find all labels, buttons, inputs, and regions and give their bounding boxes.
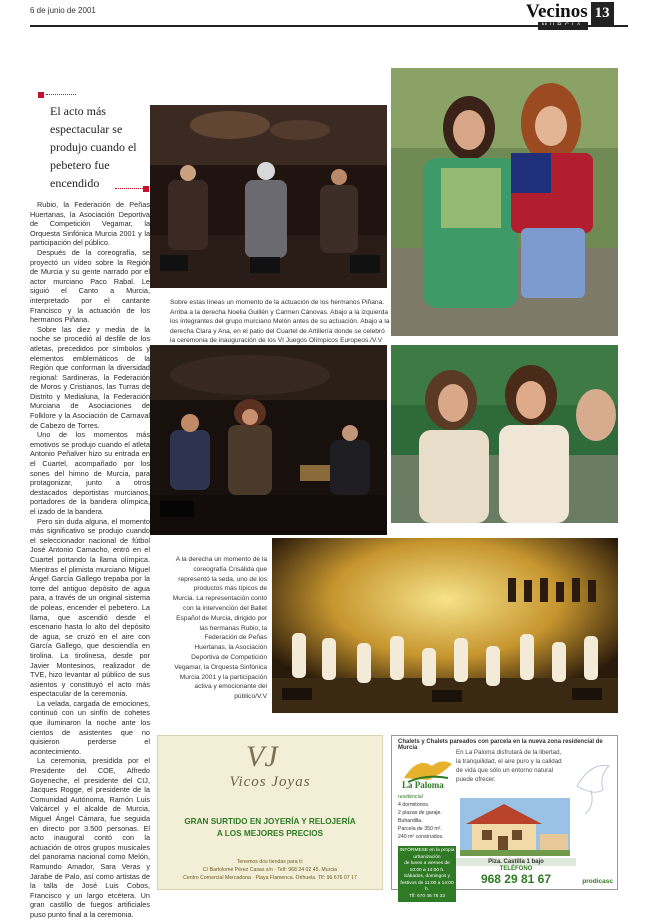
developer-logo: prodicasc xyxy=(582,878,613,885)
photo-melon-group xyxy=(150,345,387,535)
ad-vicos-joyas xyxy=(157,735,383,890)
paloma-feature: Buhardilla. xyxy=(398,818,423,824)
brand-name: Vecinos xyxy=(526,1,588,22)
paloma-info-box xyxy=(398,846,456,902)
ad-la-paloma xyxy=(391,735,618,899)
photo-crisalida-choreography xyxy=(272,538,618,713)
paloma-info-hours: de lunes a viernes de 10:00 a 14:00 h. Sábados, domingos y festivos de 11:00 a 14:00 h. xyxy=(400,861,454,892)
paloma-intro: En La Paloma disfrutará de la libertad, la tranquilidad, el aire puro y la calidad de vida que sólo un entorno natural puede ofrecer. xyxy=(456,749,562,783)
paloma-logo xyxy=(398,752,456,790)
photo-pinana-brothers xyxy=(150,105,387,288)
article-paragraph: Después de la coreografía, se proyectó un vídeo sobre la Región de Murcia y su gente narrado por el actor murciano Paco Rabal. Le siguió el Canto a Murcia, interpretado por el cantante Francisco y la actuación de los hermanos Piñana. xyxy=(30,247,150,325)
vicos-monogram: VJ xyxy=(246,740,278,773)
article-paragraph: Pero sin duda alguna, el momento más significativo se produjo cuando el seleccionador nacional de fútbol José Antonio Camacho, entró en el Cuartel portando la llama olímpica. Mientras el plimista murciano Miguel Ángel García Gallego trepaba por la torre del antiguo depósito de agua para, a través de un original sistema de poleas, encender el pebetero. La llama, que ascendió desde el escenario hasta lo alto del depósito de agua, se cruzó en el aire con García Gallego, que desciendía en tirolina. La tirolinesa, desde por Javier Montesinos, realizador de TVE, hizo levantar al público de sus asientos y constituyó el acto más espectacular de la ceremonia. xyxy=(30,516,150,699)
vicos-slogan-line-2: A LOS MEJORES PRECIOS xyxy=(216,829,324,838)
pull-quote-marker-bottom xyxy=(143,186,149,192)
vicos-slogan xyxy=(158,816,382,840)
paloma-logo-text: La Paloma xyxy=(402,780,444,790)
photo-clara-ana xyxy=(391,345,618,523)
photo-caption-2: A la derecha un momento de la coreografía Crisálida que representó la seda, uno de los productos más típicos de Murcia. La representación contó con la intervención del Ballet Español de Murcia, dirigido por las hermanas Rubio, la Federación de Peñas Huertanas, la Asociación Deportiva de Competición Vegamar, la Orquesta Sinfónica Murcia 2001 y la participación activa y emocionante del público/V.V xyxy=(172,556,267,701)
pull-quote-text: El acto más espectacular se produjo cuando el pebetero fue encendido xyxy=(50,104,137,190)
paloma-phone: 968 29 81 67 xyxy=(480,872,552,886)
paloma-feature: 2 plazas de garaje. xyxy=(398,810,442,816)
paloma-address: Plza. Castilla 1 bajo xyxy=(456,858,576,866)
paloma-phone-label: TELÉFONO xyxy=(499,866,533,872)
pull-quote-rule xyxy=(46,94,76,95)
paloma-contact xyxy=(456,858,576,886)
paloma-feature: 4 dormitorios. xyxy=(398,802,430,808)
paloma-logo-icon xyxy=(398,752,456,790)
page-number: 13 xyxy=(591,2,614,25)
vicos-store-address-1: C/ Bartolomé Pérez Casas s/n · Telf: 968 24 02 45. Murcia xyxy=(203,867,337,873)
photo-caption-1: Sobre estas líneas un momento de la actuación de los hermanos Piñana. Arriba a la derecha Noelia Guillén y Carmen Cánovas. Abajo a la izquierda los integrantes del grupo murciano Melón antes de su actuación. Abajo a la derecha Clara y Ana, en el patio del Cuartel de Artillería donde se celebró la ceremonia de inauguración de los VI Juegos Olímpicos Europeos./V.V xyxy=(170,299,390,344)
vicos-store-intro: Tenemos dos tiendas para ti: xyxy=(236,859,304,865)
paloma-headline: Chalets y Chalets pareados con parcela en la nueva zona residencial de Murcia xyxy=(398,739,603,751)
header-rule xyxy=(30,25,628,27)
article-paragraph: Rubio, la Federación de Peñas Huertanas, la Asociación Deportiva de Competición Vegamar, la Orquesta Sinfónica Murcia 2001 y la participación del público. xyxy=(30,200,150,248)
vicos-slogan-line-1: GRAN SURTIDO EN JOYERÍA Y RELOJERÍA xyxy=(184,817,356,826)
vicos-store-info xyxy=(158,858,382,882)
paloma-house-image xyxy=(460,798,570,856)
pull-quote-rule-bottom xyxy=(115,188,145,189)
article-paragraph: La velada, cargada de emociones, continuó con un sinfín de cohetes que iluminaron la noche ante los cientos de asistentes que no quisieron perderse el acontecimiento. xyxy=(30,698,150,756)
article-body xyxy=(30,200,150,919)
vicos-brand-name: Vicos Joyas xyxy=(229,774,311,790)
paloma-info-label: INFÓRMESE en la propia urbanización xyxy=(399,848,455,860)
pull-quote xyxy=(30,90,145,195)
issue-date: 6 de junio de 2001 xyxy=(30,6,96,15)
paloma-feature: 240 m² construidos. xyxy=(398,834,444,840)
paloma-feature: residencial xyxy=(398,794,423,800)
article-paragraph: Sobre las diez y media de la noche se procedió al desfile de los atletas, precedidos por símbolos y elementos emblemáticos de la Región que conforman la diversidad regional: Sardineras, la Federación de Moros y Cristianos, las Turras de Distrito y Medialuna, la Federación Murciana de Asociaciones de Folklore y la Asociación de Carnaval de Cabezo de Torres. xyxy=(30,324,150,430)
dove-icon xyxy=(573,756,613,816)
pull-quote-marker xyxy=(38,92,44,98)
paloma-info-phone: Tlf: 670 46 78 33 xyxy=(408,893,445,899)
article-paragraph: La ceremonia, presidida por el Presidente del COE, Alfredo Goyeneche, el presidente del CIJ, Jacques Rogge, el presidente de la Comunidad Autónoma, Ramón Luis Valcárcel y el alcalde de Murcia, Miguel Ángel Cámara, fue seguida en directo por 3.500 personas. El acto inaugural contó con la actuación de otros grupos musicales del panorama nacional como Melón, Ramundo Amador, Sara Veras y Jarabe de Palo, así como artistas de la talla de José Luis Cobos, Francisco y un largo etcétera. Un gran castillo de fuegos artificiales puso punto final a la ceremonia. xyxy=(30,756,150,919)
photo-noelia-carmen xyxy=(391,68,618,336)
vicos-store-address-2: Centro Comercial Mercadona · Playa Flamenca. Orihuela. Tlf: 96 676 07 17 xyxy=(183,875,357,881)
paloma-features xyxy=(398,793,444,841)
paloma-feature: Parcela de 350 m². xyxy=(398,826,442,832)
brand-region: MURCIA xyxy=(538,22,588,30)
article-paragraph: Uno de los momentos más emotivos se produjo cuando el atleta Antonio Peñalver hizo su entrada en el Cuartel, acompañado por los sones del himno de Murcia, para protagonizar, junto a otros destacados deportistas murcianos, portadores de la bandera olímpica, el izado de la bandera. xyxy=(30,430,150,516)
